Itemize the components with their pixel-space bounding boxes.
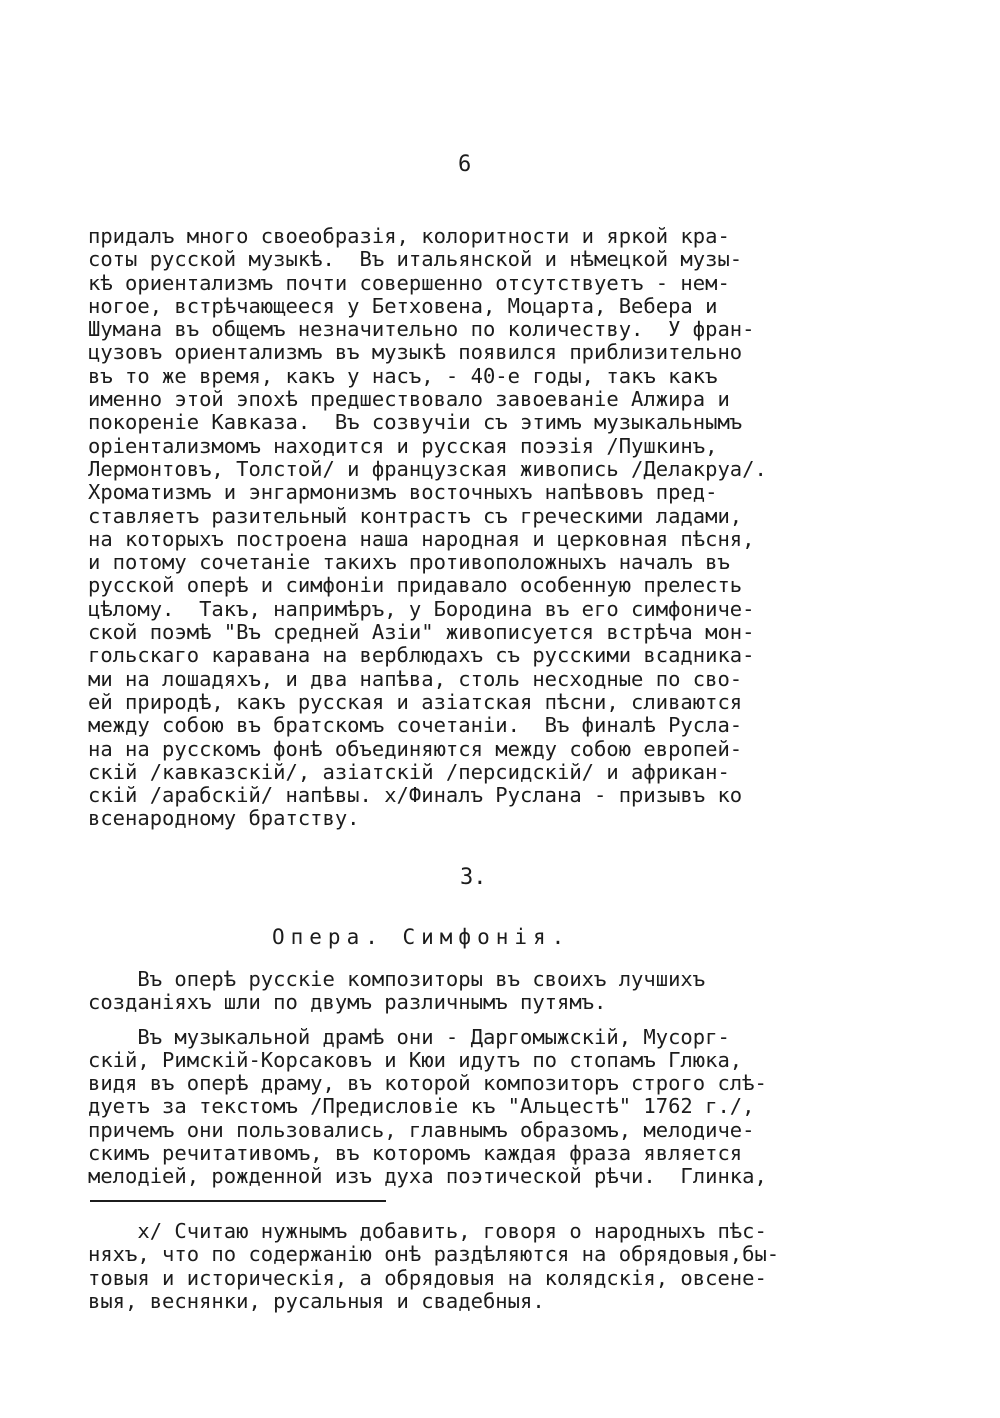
- text-line: Шумана въ общемъ незначительно по количеству. У фран-: [88, 317, 755, 342]
- text-line: всенародному братству.: [88, 806, 360, 831]
- text-line: въ то же время, какъ у насъ, - 40-е годы, такъ какъ: [88, 363, 718, 388]
- text-line: кѣ ориентализмъ почти совершенно отсутствуетъ - нем-: [88, 270, 730, 295]
- text-line: Въ музыкальной драмѣ они - Даргомыжскій, Мусорг-: [88, 1024, 730, 1049]
- text-line: скій /арабскій/ напѣвы. x/Финалъ Руслана - призывъ ко: [88, 783, 743, 808]
- section-title: Опера. Симфонія.: [272, 925, 571, 949]
- text-line: оріентализмомъ находится и русская поэзія /Пушкинъ,: [88, 433, 718, 458]
- text-line: русской оперѣ и симфоніи придавало особенную прелесть: [88, 573, 743, 598]
- text-line: покореніе Кавказа. Въ созвучіи съ этимъ музыкальнымъ: [88, 410, 743, 435]
- page-number: 6: [458, 152, 472, 177]
- paragraph-gap: [88, 1015, 767, 1026]
- text-line: и потому сочетаніе такихъ противоположныхъ началъ въ: [88, 550, 730, 575]
- text-line: гольскаго каравана на верблюдахъ съ русскими всадника-: [88, 643, 755, 668]
- body-text: [88, 225, 767, 831]
- text-line: ставляетъ разительный контрастъ съ греческими ладами,: [88, 503, 743, 528]
- text-line: мелодіей, рожденной изъ духа поэтической рѣчи. Глинка,: [88, 1164, 767, 1189]
- text-line: Хроматизмъ и энгармонизмъ восточныхъ напѣвовъ пред-: [88, 480, 718, 505]
- text-line: Лермонтовъ, Толстой/ и французская живопись /Делакруа/.: [88, 456, 767, 481]
- text-line: Въ оперѣ русскіе композиторы въ своихъ лучшихъ: [88, 967, 706, 991]
- text-line: придалъ много своеобразія, колоритности и яркой кра-: [88, 224, 730, 248]
- opera-section-text: [88, 968, 767, 1189]
- text-line: скій /кавказскій/, азіатскій /персидскій/ и африкан-: [88, 759, 730, 784]
- text-line: скій, Римскій-Корсаковъ и Кюи идутъ по стопамъ Глюка,: [88, 1047, 743, 1072]
- text-line: ской поэмѣ "Въ средней Азіи" живописуется встрѣча мон-: [88, 620, 755, 645]
- footnote-line: выя, веснянки, русальныя и свадебныя.: [88, 1288, 545, 1313]
- text-line: причемъ они пользовались, главнымъ образомъ, мелодиче-: [88, 1117, 755, 1142]
- text-line: на которыхъ построена наша народная и церковная пѣсня,: [88, 526, 755, 551]
- text-line: созданіяхъ шли по двумъ различнымъ путямъ.: [88, 990, 607, 1015]
- text-line: цѣлому. Такъ, напримѣръ, у Бородина въ его симфониче-: [88, 596, 755, 621]
- footnote: [88, 1220, 779, 1313]
- footnote-line: товыя и историческія, а обрядовыя на колядскія, овсене-: [88, 1265, 767, 1290]
- text-line: между собою въ братскомъ сочетаніи. Въ финалѣ Русла-: [88, 713, 743, 738]
- footnote-line: x/ Считаю нужнымъ добавить, говоря о народныхъ пѣс-: [88, 1219, 767, 1243]
- text-line: скимъ речитативомъ, въ которомъ каждая фраза является: [88, 1141, 743, 1166]
- text-line: именно этой эпохѣ предшествовало завоеваніе Алжира и: [88, 387, 730, 412]
- text-line: ей природѣ, какъ русская и азіатская пѣсни, сливаются: [88, 689, 743, 714]
- footnote-line: няхъ, что по содержанію онѣ раздѣляются на обрядовыя,бы-: [88, 1242, 780, 1267]
- footnote-separator: [90, 1200, 386, 1202]
- text-line: цузовъ ориентализмъ въ музыкѣ появился приблизительно: [88, 340, 743, 365]
- text-line: дуетъ за текстомъ /Предисловіе къ "Альцестѣ" 1762 г./,: [88, 1094, 755, 1119]
- text-line: соты русской музыкѣ. Въ итальянской и нѣмецкой музы-: [88, 247, 743, 272]
- text-line: видя въ оперѣ драму, въ которой композиторъ строго слѣ-: [88, 1071, 767, 1096]
- section-number: 3.: [460, 865, 487, 890]
- text-line: ногое, встрѣчающееся у Бетховена, Моцарта, Вебера и: [88, 293, 718, 318]
- text-line: ми на лошадяхъ, и два напѣва, столь несходные по сво-: [88, 666, 743, 691]
- text-line: на на русскомъ фонѣ объединяются между собою европей-: [88, 736, 743, 761]
